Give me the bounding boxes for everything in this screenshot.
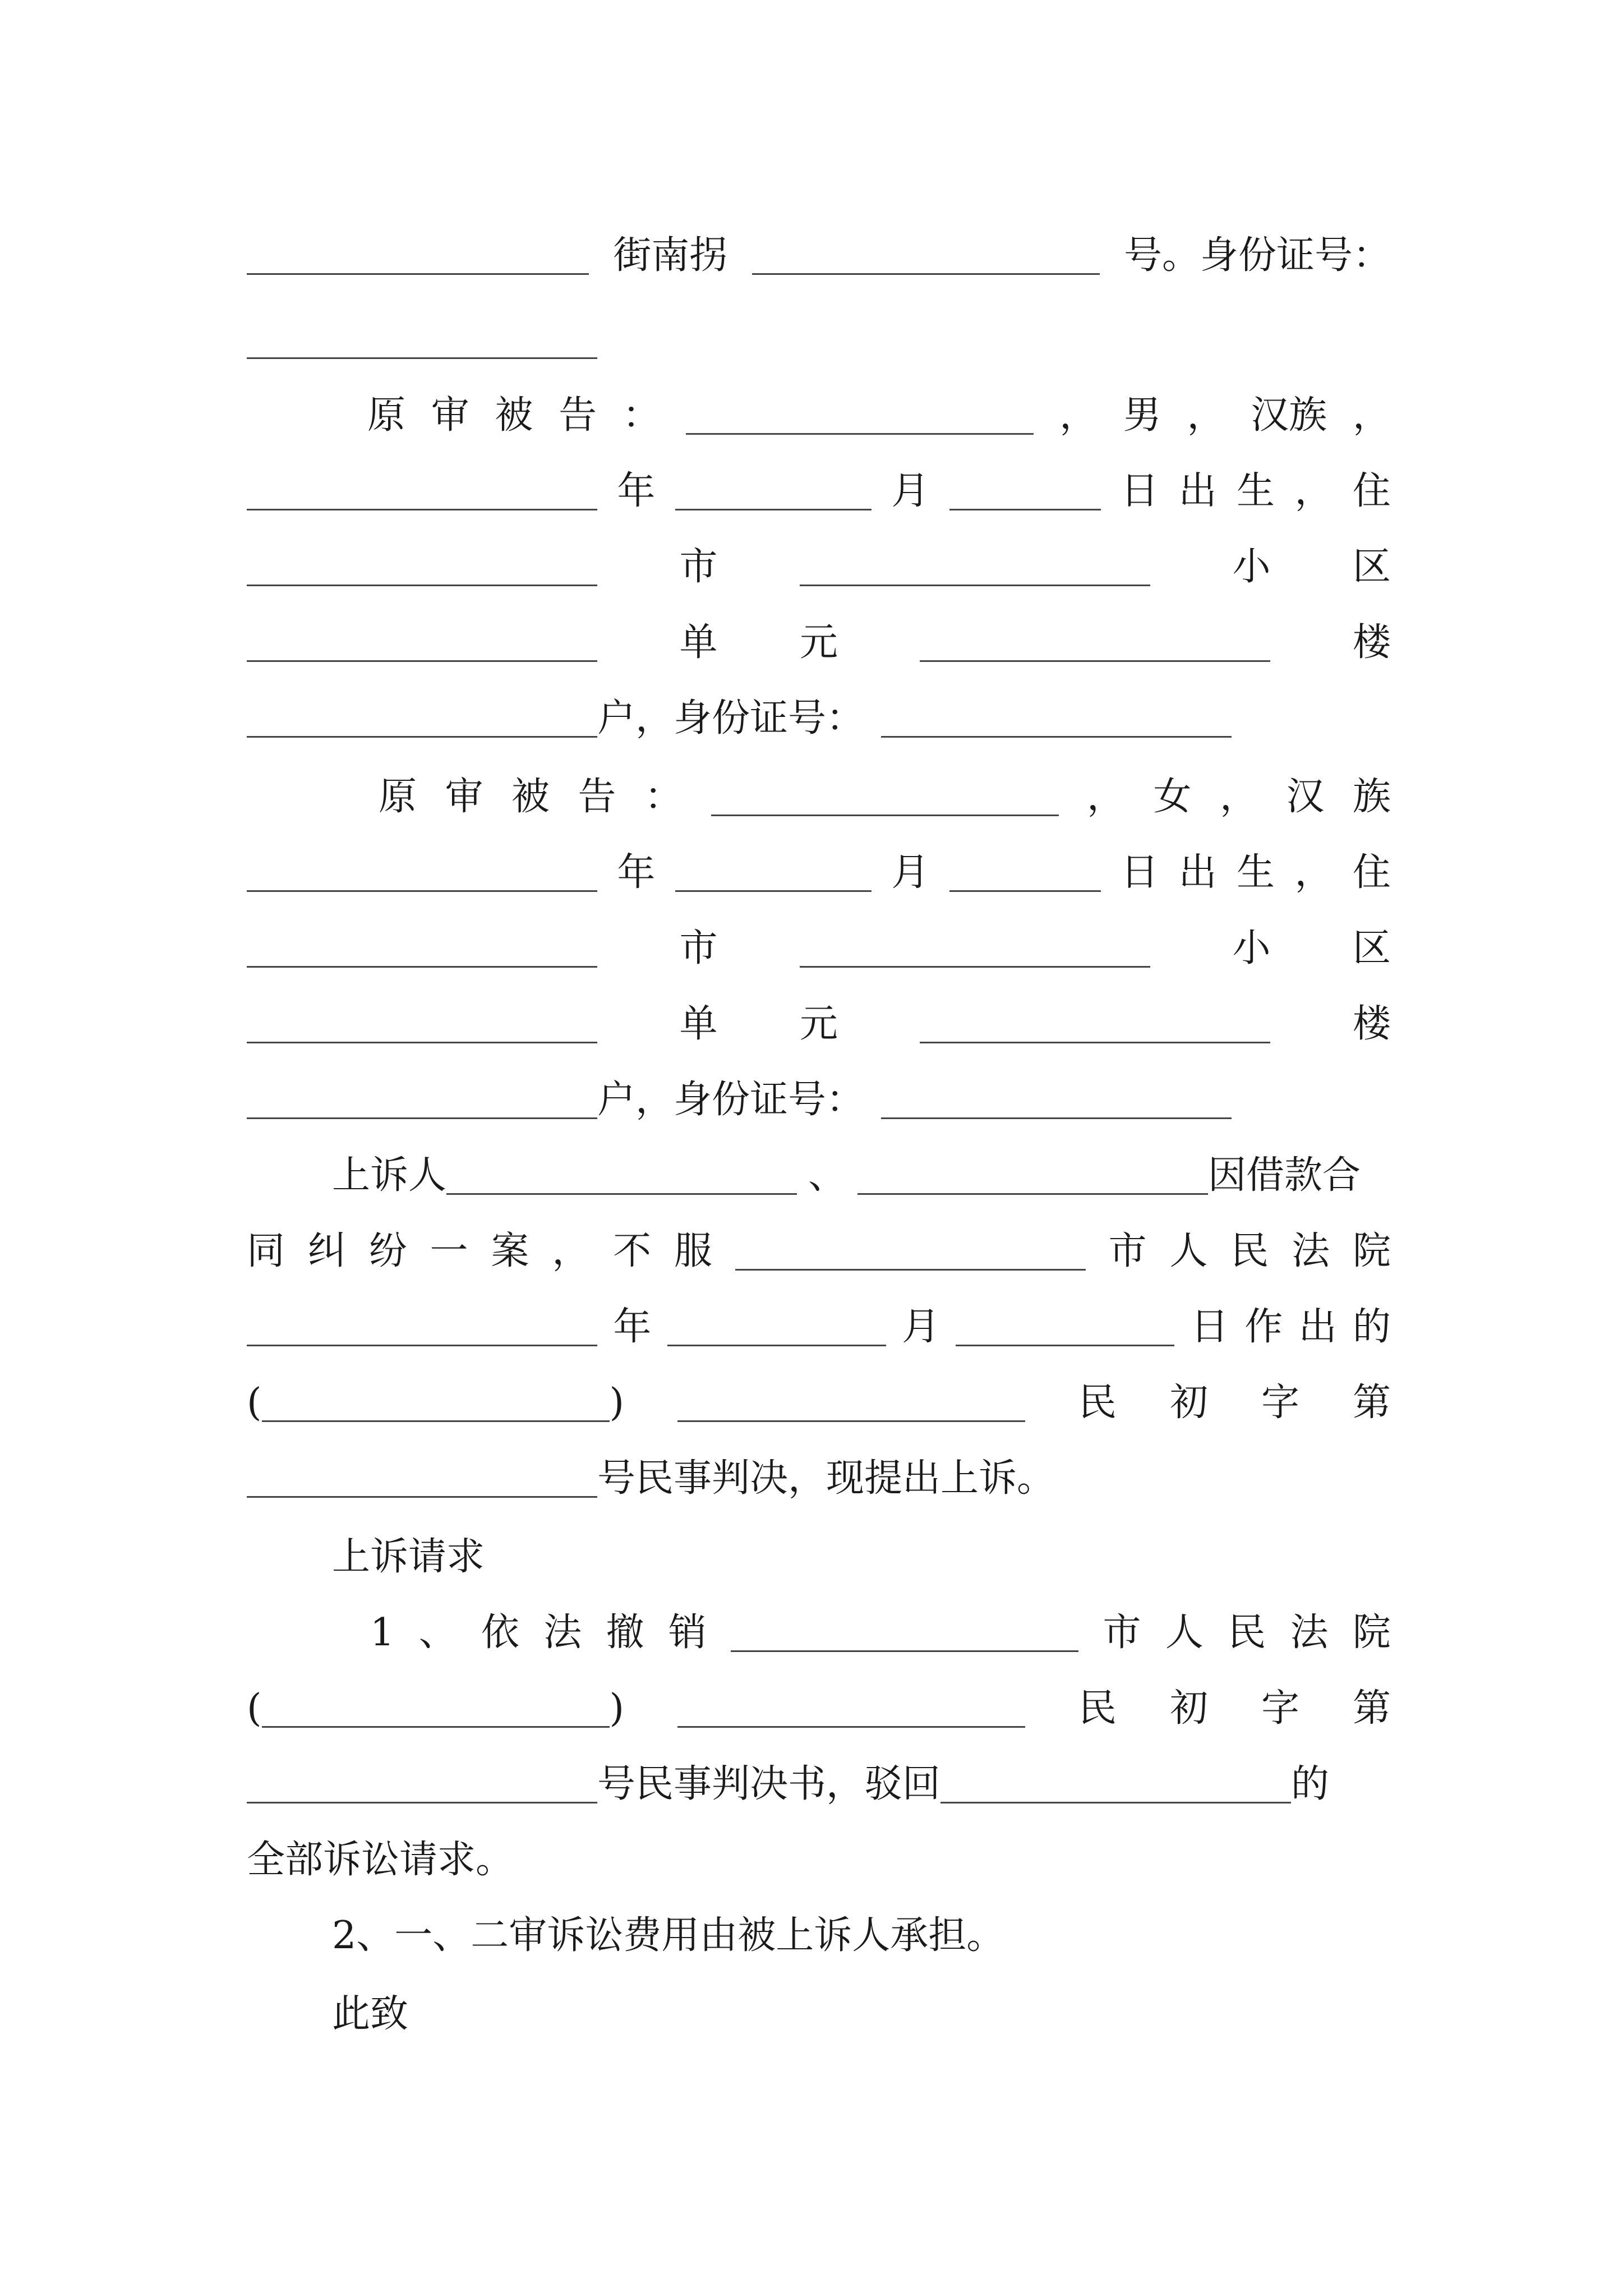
- text: 女: [1153, 775, 1192, 819]
- text: 出: [1178, 850, 1217, 895]
- text: 一: [430, 1229, 468, 1273]
- text: 、: [808, 1153, 847, 1198]
- text: 民: [1078, 1686, 1117, 1731]
- blank-field[interactable]: [800, 932, 1150, 968]
- text: 案: [491, 1229, 529, 1273]
- defendant-female-intro: [379, 754, 1391, 819]
- text: 1: [370, 1611, 395, 1655]
- text: ，: [1294, 469, 1333, 513]
- blank-field[interactable]: [262, 1692, 610, 1728]
- text: 号民事判决，现提出上诉。: [597, 1456, 1055, 1501]
- text: 区: [1352, 926, 1391, 970]
- text: 服: [674, 1229, 712, 1273]
- text: 第: [1352, 1381, 1391, 1425]
- appeal-line-5: [247, 1436, 1391, 1501]
- hu-line: [247, 1057, 1391, 1122]
- birth-date-line: [247, 830, 1391, 895]
- text: ，: [1294, 850, 1333, 895]
- text: 民: [1230, 1229, 1269, 1273]
- text: 出: [1178, 469, 1217, 513]
- text: 被: [495, 393, 533, 438]
- blank-field[interactable]: [667, 1311, 886, 1346]
- section-heading: 上诉请求: [332, 1535, 485, 1579]
- text: ：: [644, 775, 683, 819]
- text: 生: [1237, 850, 1275, 895]
- blank-field[interactable]: [800, 551, 1150, 586]
- blank-field[interactable]: [711, 781, 1059, 816]
- text: 日: [1190, 1305, 1229, 1349]
- blank-field[interactable]: [247, 1311, 597, 1346]
- text: 户，身份证号：: [597, 1078, 865, 1122]
- open-paren: (: [247, 1381, 262, 1425]
- appeal-line-3: [247, 1285, 1391, 1349]
- text: 法: [1290, 1611, 1329, 1655]
- blank-field[interactable]: [675, 857, 872, 892]
- text: 小: [1232, 926, 1271, 970]
- case-year-group: [247, 1686, 625, 1731]
- text: 初: [1169, 1381, 1208, 1425]
- open-paren: (: [247, 1686, 262, 1731]
- city-line: [247, 906, 1391, 968]
- text: 撤: [606, 1611, 644, 1655]
- appeal-line-4: [247, 1360, 1391, 1425]
- text: 销: [668, 1611, 707, 1655]
- text: 街南拐: [613, 233, 728, 278]
- text: 元: [799, 1002, 838, 1046]
- request-1-line-4: [247, 1818, 1391, 1882]
- text: 告: [578, 775, 616, 819]
- text: 年: [617, 469, 656, 513]
- request-1-line-3: [247, 1742, 1391, 1806]
- close-paren: ): [609, 1381, 625, 1425]
- text: ，: [1187, 393, 1225, 438]
- blank-field[interactable]: [881, 1084, 1232, 1119]
- text: ，: [1086, 775, 1125, 819]
- text: 月: [902, 1305, 940, 1349]
- blank-field[interactable]: [686, 399, 1034, 435]
- text: 人: [1169, 1229, 1208, 1273]
- blank-field[interactable]: [857, 1159, 1208, 1195]
- text: 院: [1352, 1229, 1391, 1273]
- text: 民: [1078, 1381, 1117, 1425]
- hu-line: [247, 676, 1391, 738]
- text: 生: [1237, 469, 1275, 513]
- text: 号。身份证号：: [1123, 233, 1391, 278]
- text: 、: [418, 1611, 457, 1655]
- text: 全部诉讼请求。: [247, 1838, 514, 1882]
- blank-field[interactable]: [247, 475, 597, 510]
- blank-field[interactable]: [735, 1235, 1086, 1271]
- blank-field[interactable]: [262, 1387, 610, 1422]
- text: 市: [1108, 1229, 1147, 1273]
- text: 族: [1352, 775, 1391, 819]
- blank-field[interactable]: [247, 1008, 597, 1043]
- text: 日: [1121, 469, 1159, 513]
- text: 纷: [368, 1229, 407, 1273]
- text: 楼: [1352, 1002, 1391, 1046]
- closing-text: 此致: [332, 1992, 409, 2036]
- text: 日: [1121, 850, 1159, 895]
- unit-line: [247, 982, 1391, 1046]
- text: 月: [891, 850, 930, 895]
- blank-field[interactable]: [677, 1387, 1025, 1422]
- text: 作: [1244, 1305, 1283, 1349]
- unit-line: [247, 600, 1391, 665]
- text: 市: [1103, 1611, 1141, 1655]
- blank-field[interactable]: [247, 1462, 597, 1498]
- blank-field[interactable]: [247, 551, 597, 586]
- address-line: [247, 213, 1391, 278]
- blank-field[interactable]: [949, 475, 1101, 510]
- text: 原: [379, 775, 417, 819]
- text: 住: [1352, 850, 1391, 895]
- blank-field[interactable]: [675, 475, 872, 510]
- text: 小: [1232, 545, 1271, 589]
- text: 单: [679, 620, 718, 665]
- text: 区: [1352, 545, 1391, 589]
- case-year-group: [247, 1381, 625, 1425]
- text: 同: [247, 1229, 285, 1273]
- text: 市: [679, 545, 718, 589]
- defendant-male-intro: [367, 373, 1391, 438]
- blank-field[interactable]: [752, 240, 1100, 275]
- text: ，: [1219, 775, 1258, 819]
- text: 月: [891, 469, 930, 513]
- text: 2、一、二审诉讼费用由被上诉人承担。: [332, 1913, 1005, 1958]
- city-line: [247, 524, 1391, 589]
- text: 法: [543, 1611, 582, 1655]
- text: 年: [613, 1305, 652, 1349]
- closing-line: [332, 1972, 1391, 2036]
- text: 年: [617, 850, 656, 895]
- text: 户，身份证号：: [597, 696, 865, 740]
- text: 审: [431, 393, 469, 438]
- appeal-line-2: [247, 1209, 1391, 1271]
- text: 的: [1291, 1762, 1330, 1806]
- requests-heading: [332, 1515, 1391, 1579]
- blank-field[interactable]: [247, 1768, 597, 1803]
- text: 院: [1352, 1611, 1391, 1655]
- text: 被: [511, 775, 550, 819]
- close-paren: ): [609, 1686, 625, 1731]
- text: 的: [1352, 1305, 1391, 1349]
- id-number-line: [247, 297, 1391, 359]
- blank-field[interactable]: [731, 1617, 1078, 1652]
- text: 人: [1165, 1611, 1204, 1655]
- blank-field[interactable]: [940, 1768, 1291, 1803]
- text: 楼: [1352, 620, 1391, 665]
- text: ：: [622, 393, 661, 438]
- text: 出: [1298, 1305, 1337, 1349]
- blank-field[interactable]: [956, 1311, 1174, 1346]
- blank-field[interactable]: [920, 1008, 1270, 1043]
- blank-field[interactable]: [247, 932, 597, 968]
- text: 不: [613, 1229, 652, 1273]
- text: 纠: [307, 1229, 346, 1273]
- text: 因借款合: [1208, 1153, 1361, 1198]
- request-1-line-2: [247, 1666, 1391, 1731]
- blank-field[interactable]: [881, 702, 1232, 738]
- birth-date-line: [247, 449, 1391, 513]
- text: 字: [1261, 1381, 1299, 1425]
- text: ，: [552, 1229, 591, 1273]
- text: 民: [1228, 1611, 1266, 1655]
- text: 初: [1169, 1686, 1208, 1731]
- blank-field[interactable]: [677, 1692, 1025, 1728]
- text: 市: [679, 926, 718, 970]
- text: 告: [559, 393, 597, 438]
- blank-field[interactable]: [247, 702, 597, 738]
- text: 单: [679, 1002, 718, 1046]
- blank-field[interactable]: [247, 627, 597, 662]
- blank-field[interactable]: [247, 240, 589, 275]
- text: 汉族: [1251, 393, 1327, 438]
- text: 号民事判决书，驳回: [597, 1762, 941, 1806]
- text: 字: [1261, 1686, 1299, 1731]
- blank-field[interactable]: [247, 857, 597, 892]
- blank-field[interactable]: [949, 857, 1101, 892]
- text: 依: [481, 1611, 519, 1655]
- text: 男: [1123, 393, 1161, 438]
- blank-field[interactable]: [247, 1084, 597, 1119]
- request-1-line-1: [370, 1590, 1391, 1655]
- text: 住: [1352, 469, 1391, 513]
- text: ，: [1059, 393, 1098, 438]
- text: 第: [1352, 1686, 1391, 1731]
- appeal-line-1: [332, 1133, 1391, 1198]
- text: 原: [367, 393, 406, 438]
- text: 上诉人: [332, 1153, 447, 1198]
- text: 汉: [1286, 775, 1325, 819]
- text: 元: [799, 620, 838, 665]
- blank-field[interactable]: [446, 1159, 797, 1195]
- text: ，: [1352, 393, 1391, 438]
- blank-field[interactable]: [920, 627, 1270, 662]
- text: 审: [445, 775, 483, 819]
- blank-field[interactable]: [247, 324, 597, 359]
- request-2: [332, 1893, 1391, 1958]
- text: 法: [1292, 1229, 1330, 1273]
